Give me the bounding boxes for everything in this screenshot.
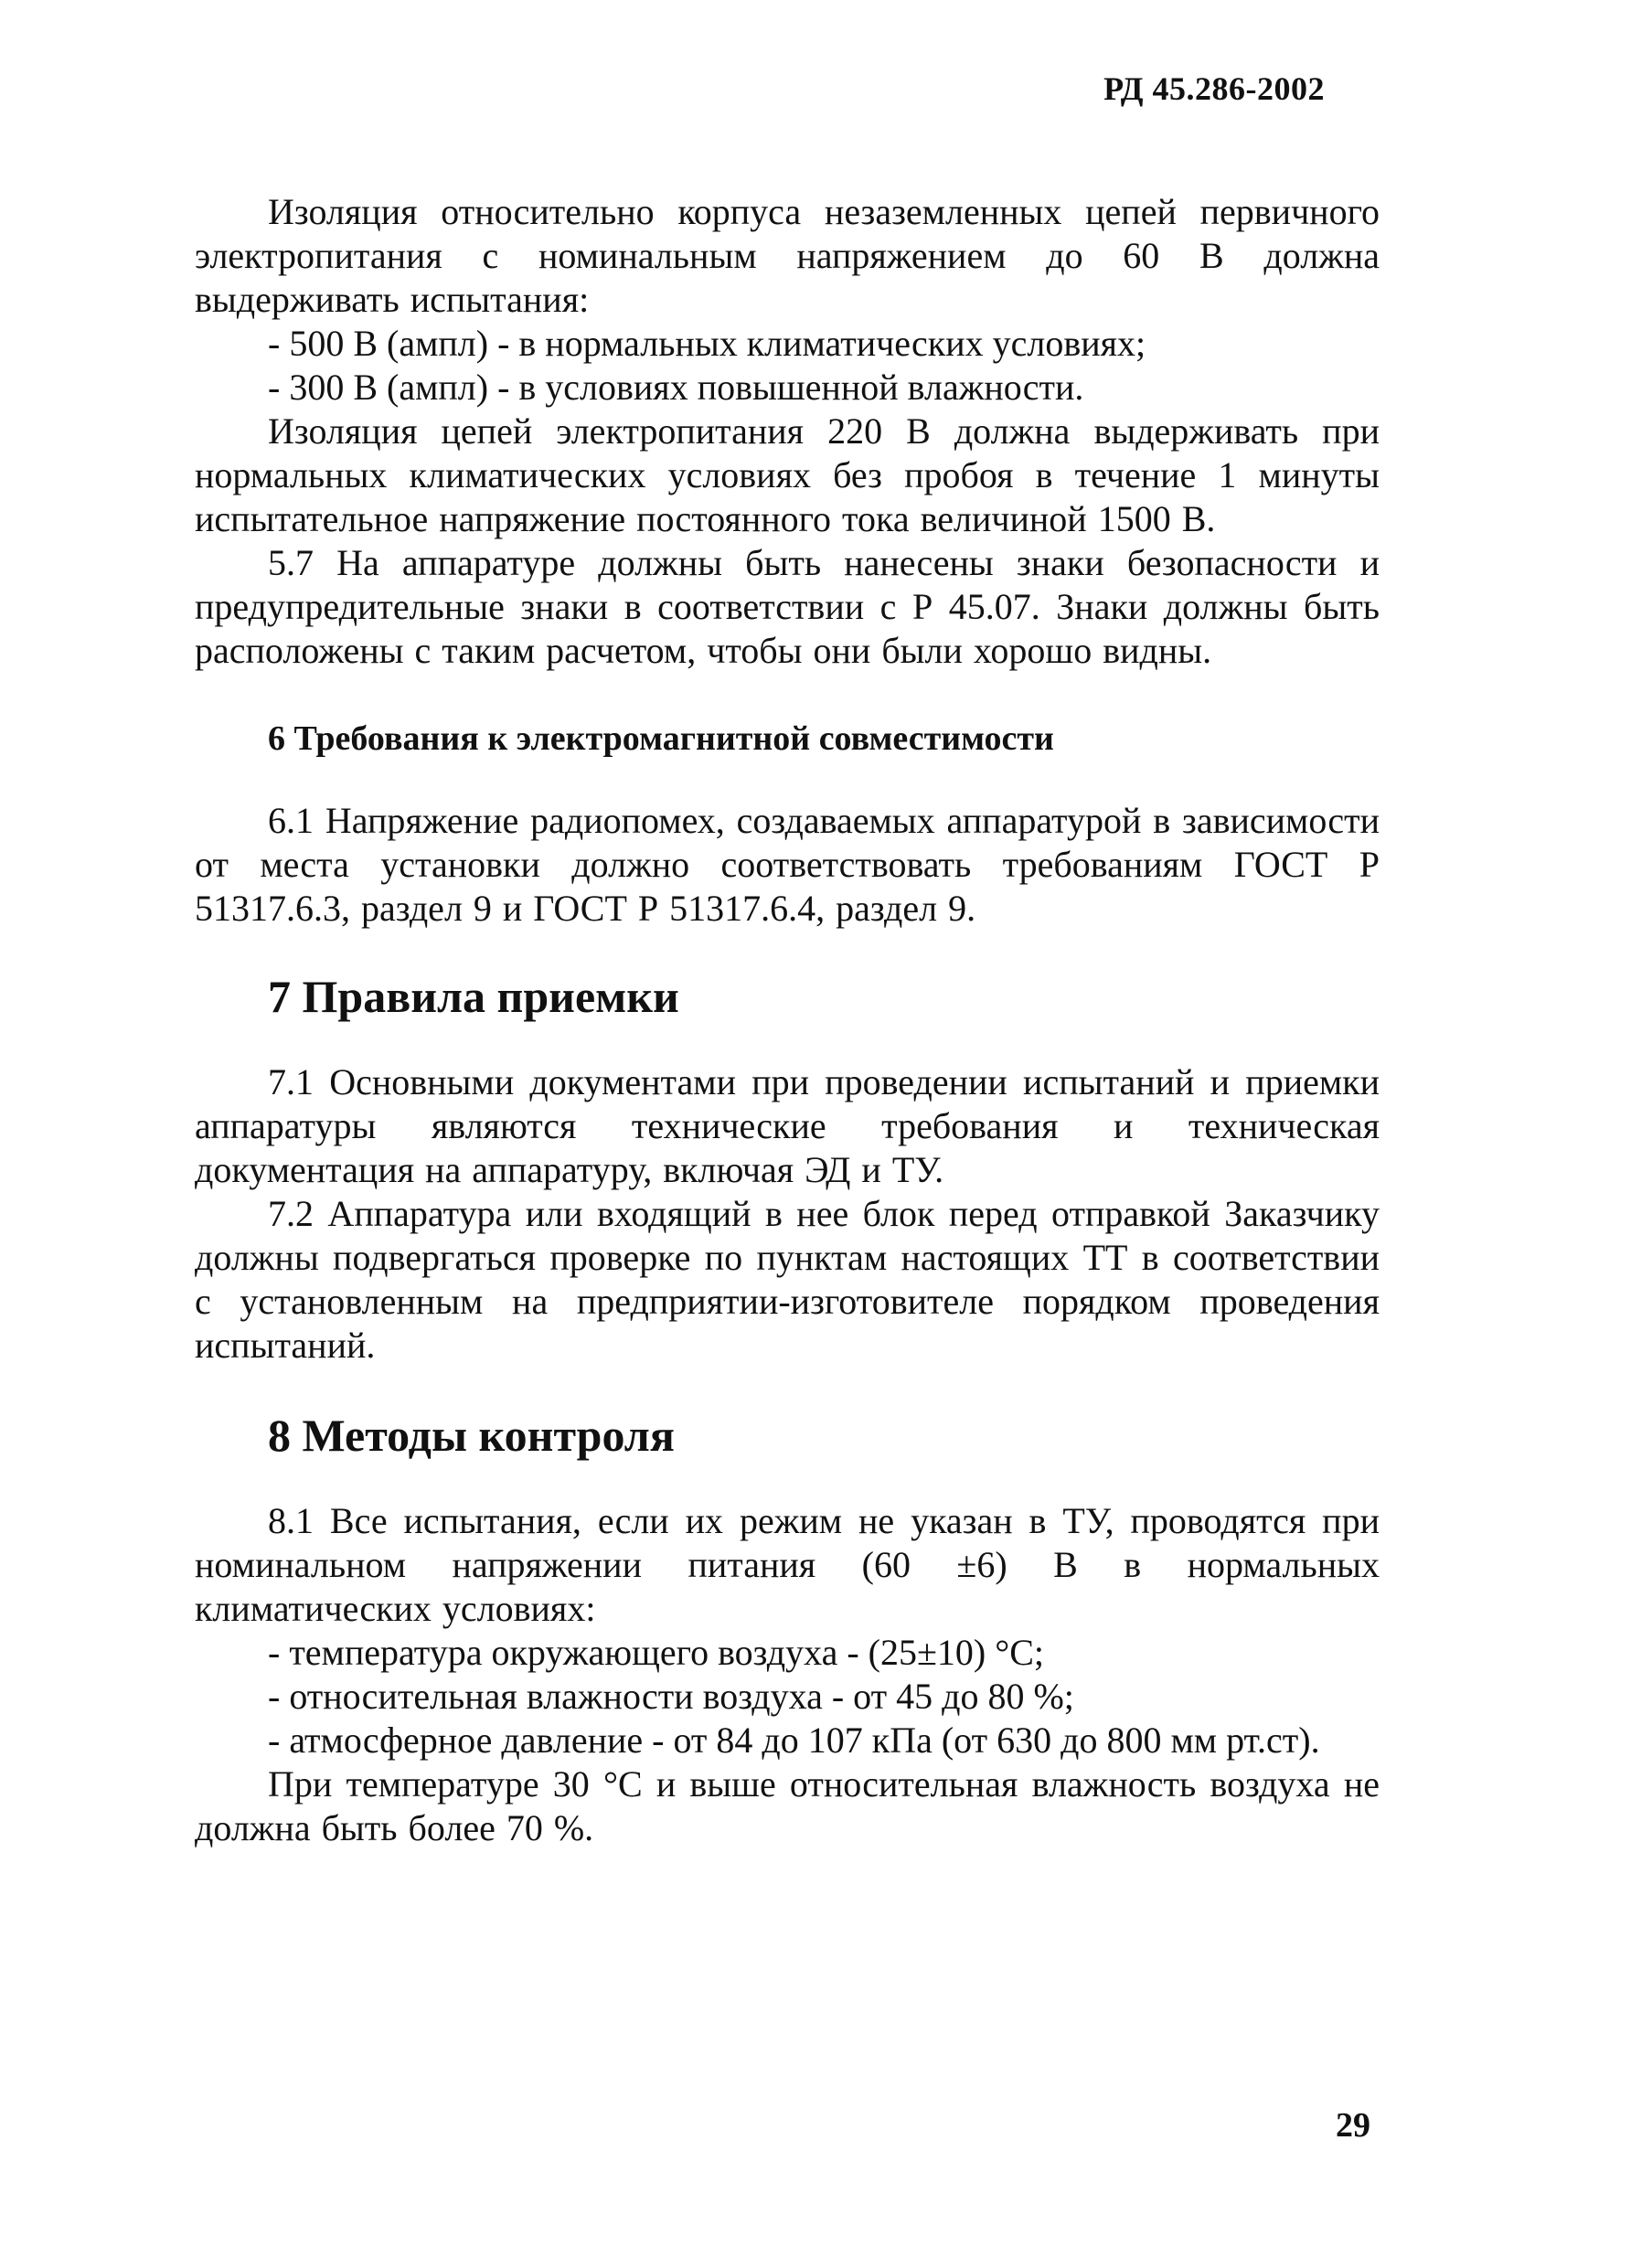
paragraph-7-2: 7.2 Аппаратура или входящий в нее блок перед отправкой Заказчику должны подвергаться проверке по пунктам настоящих ТТ в соответствии с установленным на предприятии-изготовителе порядком проведения испытаний.: [195, 1193, 1380, 1366]
paragraph-7-1: 7.1 Основными документами при проведении испытаний и приемки аппаратуры являются технические требования и техническая документация на аппаратуру, включая ЭД и ТУ.: [195, 1061, 1380, 1190]
list-item: - относительная влажности воздуха - от 45 до 80 %;: [268, 1676, 1074, 1717]
list-item: - 500 В (ампл) - в нормальных климатических условиях;: [268, 323, 1146, 364]
paragraph-humidity-limit: При температуре 30 °С и выше относительная влажность воздуха не должна быть более 70 %.: [195, 1763, 1380, 1848]
document-body: [195, 190, 1380, 1850]
paragraph-6-1: 6.1 Напряжение радиопомех, создаваемых аппаратурой в зависимости от места установки должно соответствовать требованиям ГОСТ Р 51317.6.3, раздел 9 и ГОСТ Р 51317.6.4, раздел 9.: [195, 800, 1380, 929]
page-number: 29: [1336, 2106, 1370, 2145]
heading-section-6: 6 Требования к электромагнитной совместимости: [268, 719, 1054, 758]
paragraph-5-7: 5.7 На аппаратуре должны быть нанесены знаки безопасности и предупредительные знаки в соответствии с Р 45.07. Знаки должны быть расположены с таким расчетом, чтобы они были хорошо видны.: [195, 542, 1380, 671]
list-item: - 300 В (ампл) - в условиях повышенной влажности.: [268, 367, 1084, 408]
document-code: РД 45.286-2002: [1103, 70, 1325, 107]
paragraph-insulation-60v: Изоляция относительно корпуса незаземленных цепей первичного электропитания с номинальным напряжением до 60 В должна выдерживать испытания:: [195, 191, 1380, 320]
paragraph-8-1: 8.1 Все испытания, если их режим не указан в ТУ, проводятся при номинальном напряжении питания (60 ±6) В в нормальных климатических условиях:: [195, 1500, 1380, 1629]
heading-section-8: 8 Методы контроля: [268, 1410, 675, 1461]
heading-section-7: 7 Правила приемки: [268, 971, 679, 1022]
list-item: - атмосферное давление - от 84 до 107 кПа (от 630 до 800 мм рт.ст).: [268, 1720, 1320, 1761]
list-item: - температура окружающего воздуха - (25±10) °С;: [268, 1632, 1045, 1673]
paragraph-insulation-220v: Изоляция цепей электропитания 220 В должна выдерживать при нормальных климатических условиях без пробоя в течение 1 минуты испытательное напряжение постоянного тока величиной 1500 В.: [195, 410, 1380, 539]
